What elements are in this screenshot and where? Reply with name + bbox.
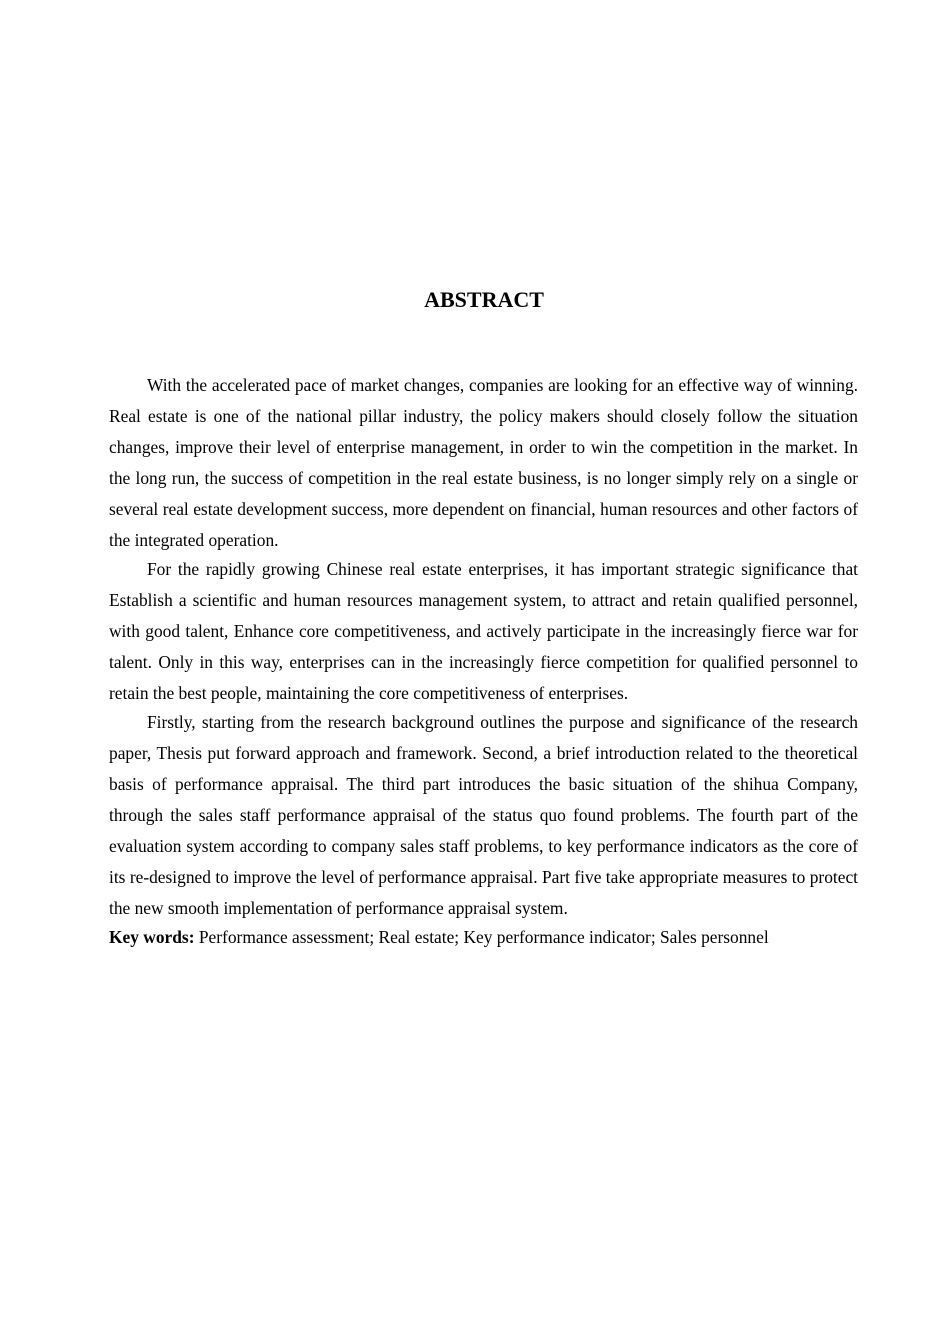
keywords-line [109, 922, 858, 953]
abstract-paragraph-1: With the accelerated pace of market changes, companies are looking for an effective way of winning. Real estate is one of the national pillar industry, the policy makers should closely follow the situation changes, improve their level of enterprise management, in order to win the competition in the market. In the long run, the success of competition in the real estate business, is no longer simply rely on a single or several real estate development success, more dependent on financial, human resources and other factors of the integrated operation. [109, 375, 858, 550]
keywords-text: Performance assessment; Real estate; Key performance indicator; Sales personnel [198, 927, 769, 947]
keywords-label: Key words: [109, 927, 195, 947]
abstract-paragraph-2: For the rapidly growing Chinese real estate enterprises, it has important strategic significance that Establish a scientific and human resources management system, to attract and retain qualified personnel, with good talent, Enhance core competitiveness, and actively participate in the increasingly fierce war for talent. Only in this way, enterprises can in the increasingly fierce competition for qualified personnel to retain the best people, maintaining the core competitiveness of enterprises. [109, 559, 858, 703]
abstract-body [109, 370, 858, 953]
abstract-paragraph-3: Firstly, starting from the research background outlines the purpose and significance of the research paper, Thesis put forward approach and framework. Second, a brief introduction related to the theoretical basis of performance appraisal. The third part introduces the basic situation of the shihua Company, through the sales staff performance appraisal of the status quo found problems. The fourth part of the evaluation system according to company sales staff problems, to key performance indicators as the core of its re-designed to improve the level of performance appraisal. Part five take appropriate measures to protect the new smooth implementation of performance appraisal system. [109, 712, 858, 918]
abstract-title: ABSTRACT [424, 287, 544, 312]
